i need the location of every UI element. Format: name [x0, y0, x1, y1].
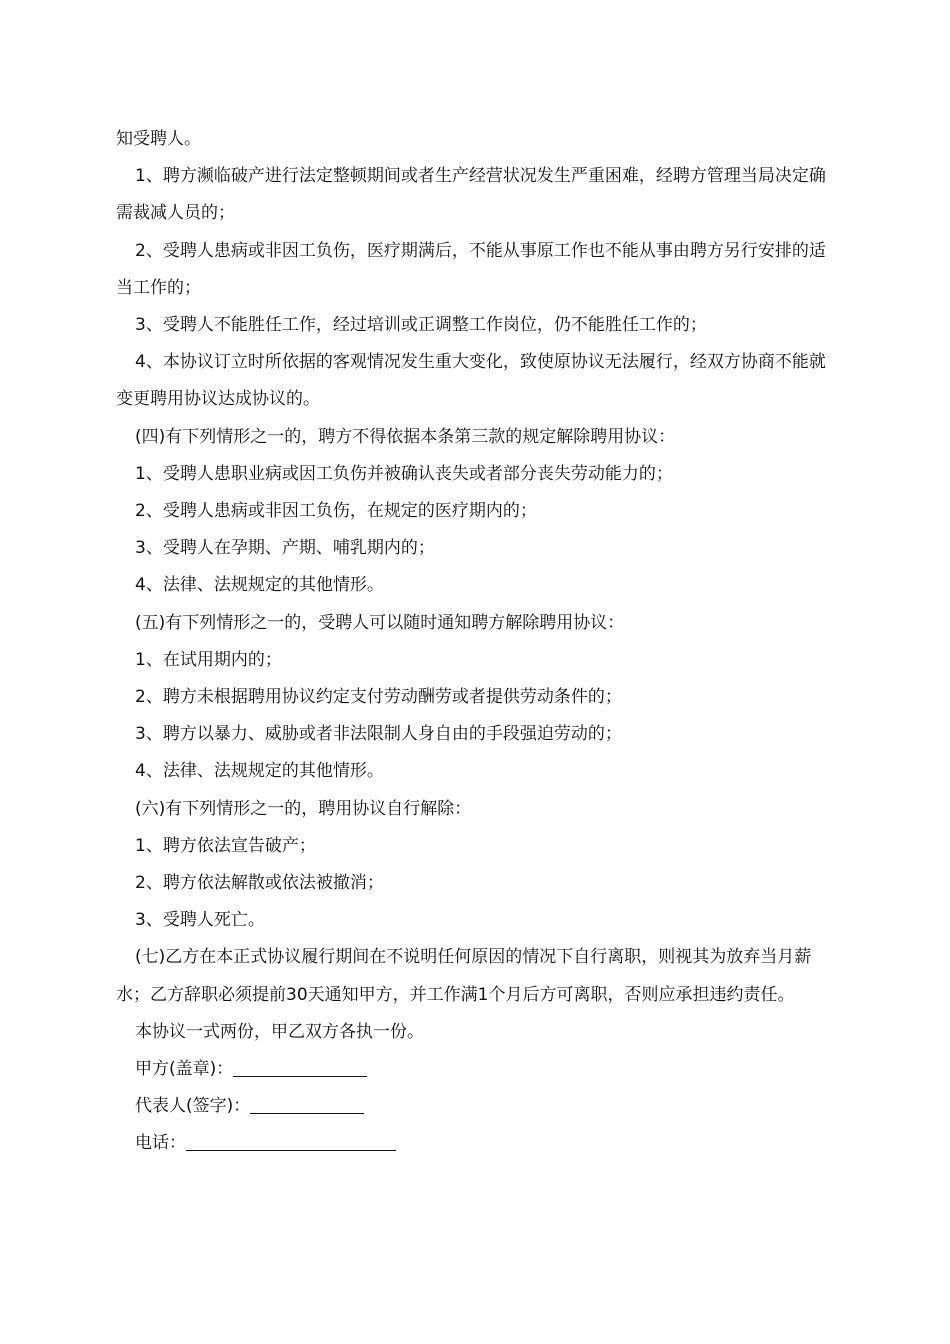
- paragraph-item: 1、受聘人患职业病或因工负伤并被确认丧失或者部分丧失劳动能力的；: [135, 463, 673, 484]
- paragraph-item: 3、受聘人不能胜任工作，经过培训或正调整工作岗位，仍不能胜任工作的；: [135, 315, 707, 336]
- signature-party-a: [116, 1051, 836, 1088]
- section-heading: (五)有下列情形之一的，受聘人可以随时通知聘方解除聘用协议：: [135, 612, 625, 633]
- paragraph-item: 4、法律、法规规定的其他情形。: [135, 575, 384, 596]
- paragraph-item: 1、在试用期内的；: [135, 649, 282, 670]
- paragraph-item: 3、聘方以暴力、威胁或者非法限制人身自由的手段强迫劳动的；: [135, 724, 622, 745]
- signature-representative: [116, 1088, 836, 1125]
- closing-statement: 本协议一式两份，甲乙双方各执一份。: [135, 1021, 424, 1042]
- paragraph-item: 3、受聘人死亡。: [135, 910, 265, 931]
- paragraph-item: 2、受聘人患病或非因工负伤，在规定的医疗期内的；: [135, 501, 537, 522]
- paragraph-item: 2、聘方未根据聘用协议约定支付劳动酬劳或者提供劳动条件的；: [135, 687, 622, 708]
- signature-phone: [116, 1125, 836, 1162]
- paragraph-item: 1、聘方依法宣告破产；: [135, 835, 316, 856]
- paragraph-item: 4、法律、法规规定的其他情形。: [135, 761, 384, 782]
- party-a-label: 甲方(盖章)：: [135, 1059, 234, 1080]
- phone-label: 电话：: [135, 1133, 186, 1154]
- section-heading: (六)有下列情形之一的，聘用协议自行解除：: [135, 798, 472, 819]
- paragraph-continuation: 知受聘人。: [116, 129, 201, 149]
- paragraph-item: 2、受聘人患病或非因工负伤，医疗期满后，不能从事原工作也不能从事由聘方另行安排的适当工作的；: [116, 240, 826, 298]
- document-body: [116, 121, 836, 1163]
- party-a-blank-line: [233, 1059, 367, 1077]
- paragraph-item: 2、聘方依法解散或依法被撤消；: [135, 873, 384, 894]
- section-heading: (四)有下列情形之一的，聘方不得依据本条第三款的规定解除聘用协议：: [135, 426, 676, 447]
- representative-blank-line: [250, 1096, 364, 1114]
- paragraph-item: 1、聘方濒临破产进行法定整顿期间或者生产经营状况发生严重困难，经聘方管理当局决定确需裁减人员的；: [116, 166, 826, 224]
- paragraph-item: 4、本协议订立时所依据的客观情况发生重大变化，致使原协议无法履行，经双方协商不能就变更聘用协议达成协议的。: [116, 352, 826, 410]
- representative-label: 代表人(签字)：: [135, 1096, 251, 1117]
- section-heading: (七)乙方在本正式协议履行期间在不说明任何原因的情况下自行离职，则视其为放弃当月薪水；乙方辞职必须提前30天通知甲方，并工作满1个月后方可离职，否则应承担违约责任。: [116, 947, 812, 1005]
- phone-blank-line: [186, 1133, 396, 1151]
- paragraph-item: 3、受聘人在孕期、产期、哺乳期内的；: [135, 538, 435, 559]
